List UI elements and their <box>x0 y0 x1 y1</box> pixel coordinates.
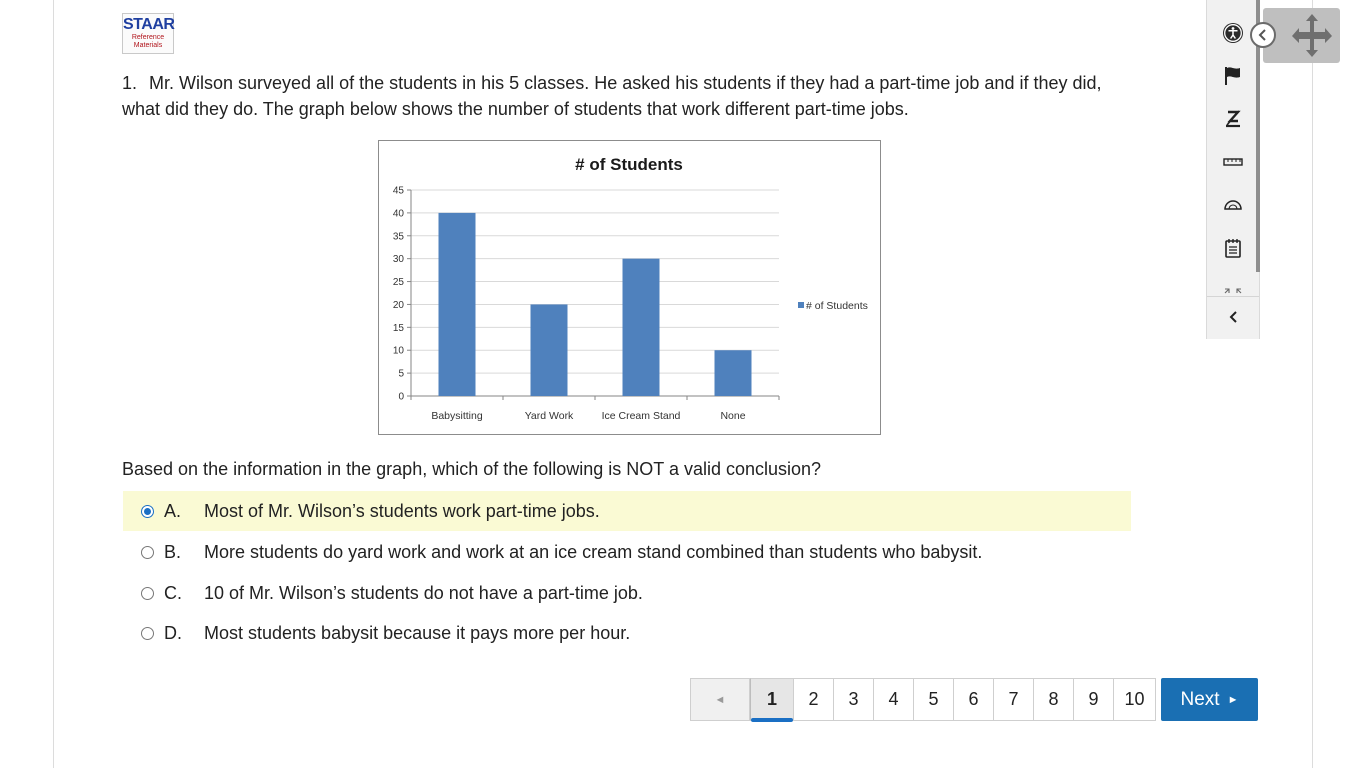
choice-letter: D. <box>164 622 182 643</box>
legend-swatch <box>798 302 804 308</box>
y-tick-label: 40 <box>392 208 404 220</box>
question-body: Mr. Wilson surveyed all of the students in his 5 classes. He asked his students if they had a part-time job and if they did, what did they do. The graph below shows the number of students that work different part-time jobs. <box>122 73 1102 119</box>
page-1-button[interactable]: 1 <box>750 678 794 721</box>
bar-none <box>715 350 752 396</box>
highlighter-icon <box>1223 109 1243 129</box>
logo-title: STAAR <box>123 16 175 33</box>
radio-button[interactable] <box>141 587 154 600</box>
choice-text: 10 of Mr. Wilson’s students do not have a part-time job. <box>204 582 643 603</box>
collapse-sidebar-button[interactable] <box>1207 297 1259 337</box>
flag-tool[interactable] <box>1207 56 1259 96</box>
expand-icon <box>1224 286 1242 294</box>
x-tick-label: Ice Cream Stand <box>601 410 681 422</box>
notepad-tool[interactable] <box>1207 228 1259 268</box>
y-tick-label: 15 <box>392 322 404 334</box>
y-tick-label: 30 <box>392 254 404 266</box>
y-tick-label: 45 <box>392 185 404 197</box>
collapse-chevron-icon <box>1228 310 1238 324</box>
choice-letter: A. <box>164 500 182 521</box>
next-button[interactable] <box>1161 678 1258 721</box>
bar-ice-cream-stand <box>623 259 660 396</box>
ruler-tool[interactable] <box>1207 142 1259 182</box>
page-5-button[interactable]: 5 <box>914 678 954 721</box>
page-2-button[interactable]: 2 <box>794 678 834 721</box>
y-tick-label: 35 <box>392 231 404 243</box>
next-button-label: Next <box>1180 688 1220 710</box>
x-tick-label: Babysitting <box>431 410 483 422</box>
ruler-icon <box>1223 157 1243 167</box>
choice-text: Most of Mr. Wilson’s students work part-time jobs. <box>204 500 600 521</box>
bar-babysitting <box>439 213 476 396</box>
y-tick-label: 10 <box>392 345 404 357</box>
x-tick-label: Yard Work <box>524 410 574 422</box>
page-9-button[interactable]: 9 <box>1074 678 1114 721</box>
y-tick-label: 20 <box>392 299 404 311</box>
question-pager <box>690 678 1156 721</box>
page-7-button[interactable]: 7 <box>994 678 1034 721</box>
radio-button[interactable] <box>141 546 154 559</box>
choice-letter: B. <box>164 541 182 562</box>
question-number: 1. <box>122 73 138 93</box>
bar-chart <box>378 140 881 435</box>
next-arrow-icon: ► <box>1227 693 1239 706</box>
y-tick-label: 5 <box>398 368 404 380</box>
protractor-tool[interactable] <box>1207 185 1259 225</box>
answer-choice-d[interactable] <box>123 613 1131 653</box>
choice-letter: C. <box>164 582 182 603</box>
page-4-button[interactable]: 4 <box>874 678 914 721</box>
legend-label: # of Students <box>806 300 868 312</box>
answer-choice-c[interactable] <box>123 573 1131 613</box>
notepad-icon <box>1225 238 1241 258</box>
flag-icon <box>1224 66 1242 86</box>
logo-subtitle-2: Materials <box>133 42 163 49</box>
chart-title: # of Students <box>575 155 683 174</box>
radio-button[interactable] <box>141 627 154 640</box>
radio-button[interactable] <box>141 505 154 518</box>
page-8-button[interactable]: 8 <box>1034 678 1074 721</box>
chevron-left-icon <box>1257 29 1269 41</box>
page-3-button[interactable]: 3 <box>834 678 874 721</box>
answer-choice-b[interactable] <box>123 532 1131 572</box>
tools-sidebar <box>1206 0 1260 339</box>
protractor-icon <box>1223 198 1243 212</box>
page-6-button[interactable]: 6 <box>954 678 994 721</box>
question-stem <box>122 70 1112 122</box>
highlighter-tool[interactable] <box>1207 99 1259 139</box>
staar-reference-materials-logo[interactable] <box>122 13 174 54</box>
collapse-toolbar-button[interactable] <box>1250 22 1276 48</box>
y-tick-label: 25 <box>392 277 404 289</box>
choice-text: Most students babysit because it pays more per hour. <box>204 622 631 643</box>
question-prompt: Based on the information in the graph, which of the following is NOT a valid conclusion? <box>122 459 822 479</box>
accessibility-icon <box>1222 22 1244 44</box>
x-tick-label: None <box>720 410 746 422</box>
y-tick-label: 0 <box>398 391 404 403</box>
chart-svg <box>379 141 880 434</box>
page-10-button[interactable]: 10 <box>1114 678 1156 721</box>
choice-text: More students do yard work and work at an ice cream stand combined than students who babysit. <box>204 541 983 562</box>
answer-choice-a[interactable] <box>123 491 1131 531</box>
previous-page-button[interactable]: ◄ <box>690 678 750 721</box>
logo-subtitle-1: Reference <box>131 34 165 41</box>
bar-yard-work <box>531 304 568 396</box>
